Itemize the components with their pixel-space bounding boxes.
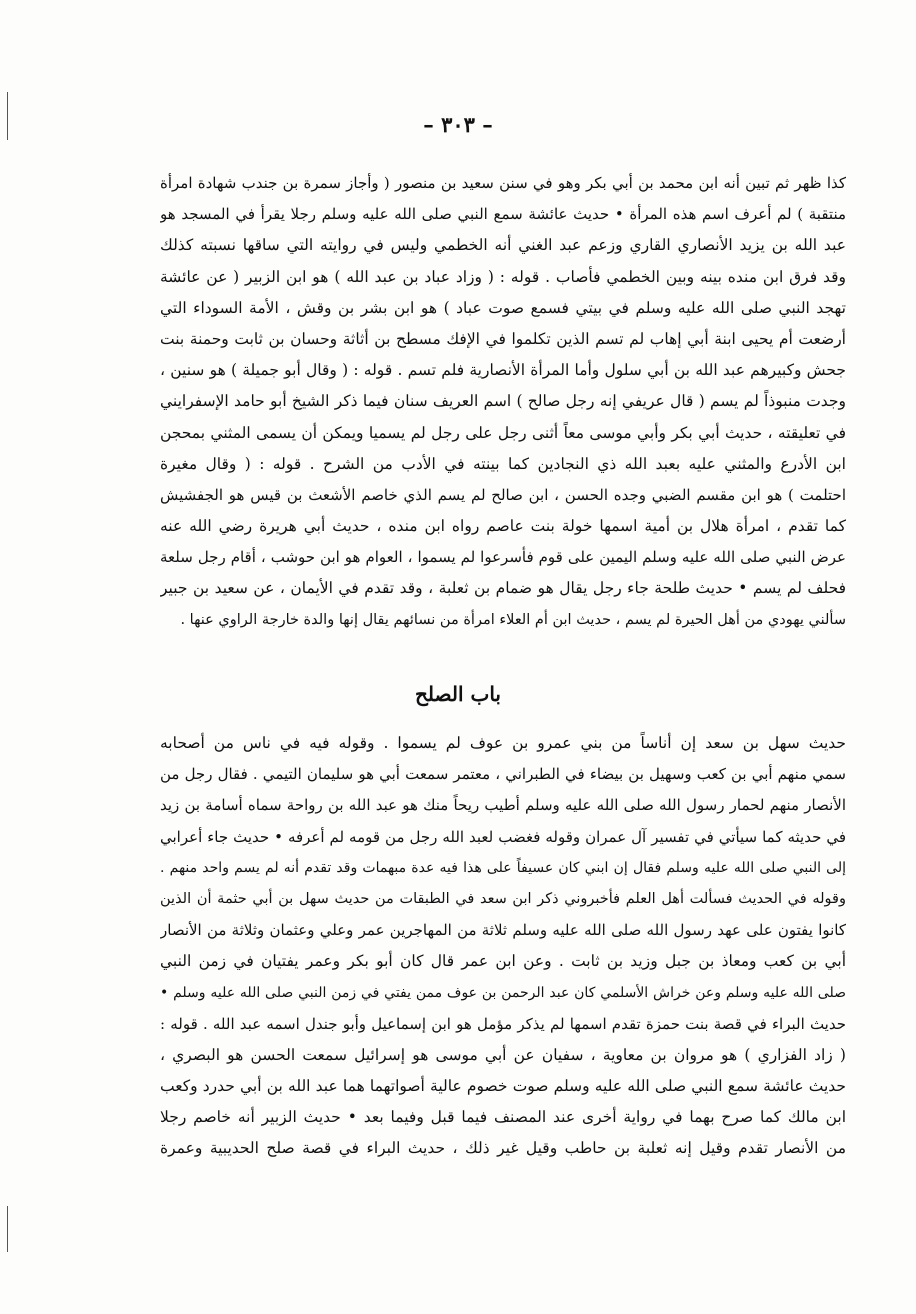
text-line: وقد فرق ابن منده بينه وبين الخطمي فأصاب . قوله : ( وزاد عباد بن عبد الله ) هو ابن الزبير ( عن عائشة [160,267,846,286]
page-number: – ٣٠٣ – [423,112,493,137]
text-line: وجدت منبوذاً لم يسم ( قال عريفي إنه رجل صالح ) اسم العريف سنان فيما ذكر الشيخ أبو حامد الإسفرايني [160,392,846,411]
paragraph-2 [160,728,846,1165]
text-line: منتقبة ) لم أعرف اسم هذه المرأة • حديث عائشة سمع النبي صلى الله عليه وسلم رجلا يقرأ في المسجد هو [160,205,846,224]
paragraph-1 [160,168,846,636]
text-line: عبد الله بن يزيد الأنصاري القاري وزعم عبد الغني أنه الخطمي وليس في روايته التي ساقها نسبته كذلك [160,236,846,255]
text-line: الأنصار منهم لحمار رسول الله صلى الله عليه وسلم أطيب ريحاً منك هو عبد الله بن رواحة سماه أسامة بن زيد [160,796,846,815]
text-line: من الأنصار تقدم وقيل إنه ثعلبة بن حاطب وقيل غير ذلك ، حديث البراء في قصة صلح الحديبية وعمرة [160,1139,846,1158]
text-line: سألني يهودي من أهل الحيرة لم يسم ، حديث ابن أم العلاء امرأة من نسائهم يقال إنها والدة خارجة الراوي عنها . [180,611,846,628]
text-line: تهجد النبي صلى الله عليه وسلم في بيتي فسمع صوت عباد ) هو ابن بشر بن وقش ، الأمة السوداء التي [160,298,846,317]
text-line: كما تقدم ، امرأة هلال بن أمية اسمها خولة بنت عاصم رواه ابن منده ، حديث أبي هريرة رضي الله عنه [160,517,846,536]
text-line: عرض النبي صلى الله عليه وسلم اليمين على قوم فأسرعوا لم يسموا ، العوام هو ابن حوشب ، أقام رجل سلعة [160,548,846,567]
text-line: أبي بن كعب ومعاذ بن جبل وزيد بن ثابت . وعن ابن عمر قال كان أبو بكر وعمر يفتيان في زمن النبي [160,952,846,971]
text-line: في حديثه كما سيأتي في تفسير آل عمران وقوله فغضب لعبد الله رجل من قومه لم أعرفه • حديث جاء أعرابي [160,827,846,846]
text-line: إلى النبي صلى الله عليه وسلم فقال إن ابني كان عسيفاً على هذا فيه عدة مبهمات وقد تقدم أنه لم يسم واحد منهم . [160,859,846,876]
text-line: كانوا يفتون على عهد رسول الله صلى الله عليه وسلم ثلاثة من المهاجرين عمر وعلي وعثمان وثلاثة من الأنصار [160,921,846,940]
text-line: ابن الأدرع والمثني عليه بعبد الله ذي النجادين كما بينته في الأدب من الشرح . قوله : ( وقال مغيرة [160,454,846,473]
margin-rule-bottom [7,1206,8,1252]
text-line: جحش وكبيرهم عبد الله بن أبي سلول وأما المرأة الأنصارية فلم تسم . قوله : ( وقال أبو جميلة ) هو سنين ، [160,361,846,380]
section-heading: باب الصلح [415,682,501,706]
text-line: حديث البراء في قصة بنت حمزة تقدم اسمها لم يذكر مؤمل هو ابن إسماعيل وأبو جندل اسمه عبد الله . قوله : [160,1014,846,1033]
text-line: وقوله في الحديث فسألت أهل العلم فأخبروني ذكر ابن سعد في الطبقات من حديث سهل بن أبي حثمة أن الذين [160,890,846,907]
text-line: كذا ظهر ثم تبين أنه ابن محمد بن أبي بكر وهو في سنن سعيد بن منصور ( وأجاز سمرة بن جندب شهادة امرأة [160,174,846,192]
text-line: أرضعت أم يحيى ابنة أبي إهاب لم تسم الذين تكلموا في الإفك مسطح بن أثاثة وحسان بن ثابت وحمنة بنت [160,329,846,348]
text-line: صلى الله عليه وسلم وعن خراش الأسلمي كان عبد الرحمن بن عوف ممن يفتي في زمن النبي صلى الله عليه وسلم • [160,984,846,1001]
text-line: حديث عائشة سمع النبي صلى الله عليه وسلم صوت خصوم عالية أصواتهما هما عبد الله بن أبي حدرد وكعب [160,1077,846,1096]
text-line: سمي منهم أبي بن كعب وسهيل بن بيضاء في الطبراني ، معتمر سمعت أبي هو سليمان التيمي . فقال رجل من [160,765,846,784]
text-line: احتلمت ) هو ابن مقسم الضبي وجده الحسن ، ابن صالح لم يسم الذي خاصم الأشعث بن قيس هو الجفشيش [160,485,846,504]
text-line: ( زاد الفزاري ) هو مروان بن معاوية ، سفيان عن أبي موسى هو إسرائيل سمعت الحسن هو البصري ، [160,1045,846,1064]
text-line: حديث سهل بن سعد إن أناساً من بني عمرو بن عوف لم يسموا . وقوله فيه في ناس من أصحابه [160,734,846,752]
text-line: ابن مالك كما صرح بهما في رواية أخرى عند المصنف فيما قبل وفيما بعد • حديث الزبير أنه خاصم رجلا [160,1108,846,1127]
text-line: فحلف لم يسم • حديث طلحة جاء رجل يقال هو ضمام بن ثعلبة ، وقد تقدم في الأيمان ، عن سعيد بن جبير [160,579,846,598]
text-line: في تعليقته ، حديث أبي بكر وأبي موسى معاً أثنى رجل على رجل لم يسميا ويمكن أن يسمى المثني بمحجن [160,423,846,442]
